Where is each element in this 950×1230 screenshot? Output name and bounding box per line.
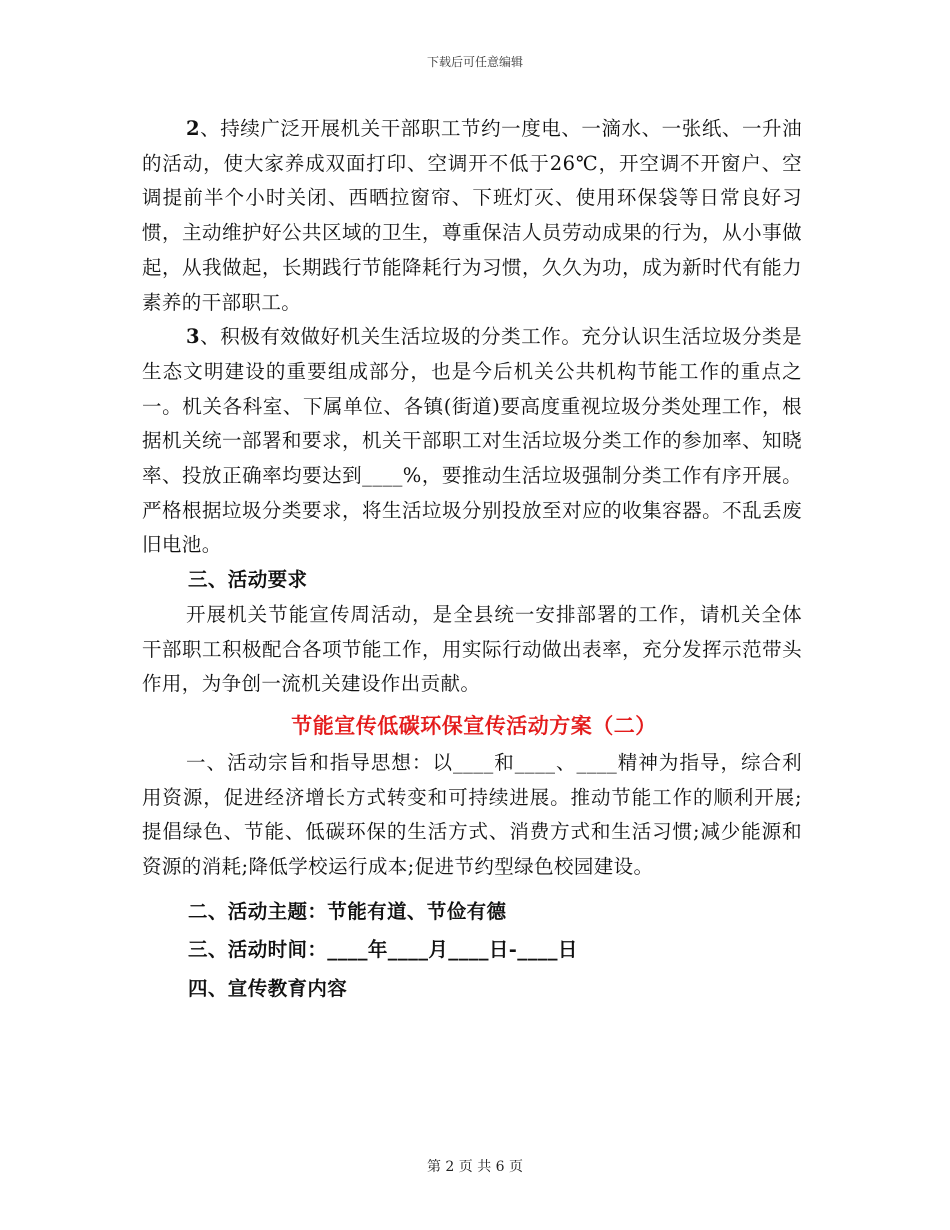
document-body (142, 112, 802, 1007)
paragraph-text: 、积极有效做好机关生活垃圾的分类工作。充分认识生活垃圾分类是生态文明建设的重要组成部分，也是今后机关公共机构节能工作的重点之一。机关各科室、下属单位、各镇(街道)要高度重视垃圾分类处理工作，根据机关统一部署和要求，机关干部职工对生活垃圾分类工作的参加率、知晓率、投放正确率均要达到____%，要推动生活垃圾强制分类工作有序开展。严格根据垃圾分类要求，将生活垃圾分别投放至对应的收集容器。不乱丢废旧电池。 (142, 325, 802, 557)
page-header: 下载后可任意编辑 (426, 55, 523, 69)
paragraph-requirements: 开展机关节能宣传周活动，是全县统一安排部署的工作，请机关全体干部职工积极配合各项节能工作，用实际行动做出表率，充分发挥示范带头作用，为争创一流机关建设作出贡献。 (142, 602, 802, 696)
document-title: 节能宣传低碳环保宣传活动方案（二） (291, 712, 657, 738)
paragraph-item-3 (142, 320, 802, 563)
paragraph-purpose: 一、活动宗旨和指导思想：以____和____、____精神为指导，综合利用资源，促进经济增长方式转变和可持续进展。推动节能工作的顺利开展;提倡绿色、节能、低碳环保的生活方式、消费方式和生活习惯;减少能源和资源的消耗;降低学校运行成本;促进节约型绿色校园建设。 (142, 750, 802, 879)
paragraph-text: 、持续广泛开展机关干部职工节约一度电、一滴水、一张纸、一升油的活动，使大家养成双面打印、空调开不低于26℃，开空调不开窗户、空调提前半个小时关闭、西晒拉窗帘、下班灯灭、使用环保袋等日常良好习惯，主动维护好公共区域的卫生，尊重保洁人员劳动成果的行为，从小事做起，从我做起，长期践行节能降耗行为习惯，久久为功，成为新时代有能力素养的干部职工。 (142, 117, 802, 314)
item-number: 2 (186, 117, 200, 140)
section-heading-content: 四、宣传教育内容 (188, 977, 348, 1001)
section-heading-theme: 二、活动主题：节能有道、节俭有德 (188, 899, 507, 923)
paragraph-item-2 (142, 112, 802, 320)
item-number: 3 (186, 325, 200, 349)
page-footer: 第 2 页 共 6 页 (426, 1159, 524, 1175)
section-heading-requirements: 三、活动要求 (188, 568, 308, 592)
section-heading-time: 三、活动时间：____年____月____日-____日 (188, 938, 578, 962)
